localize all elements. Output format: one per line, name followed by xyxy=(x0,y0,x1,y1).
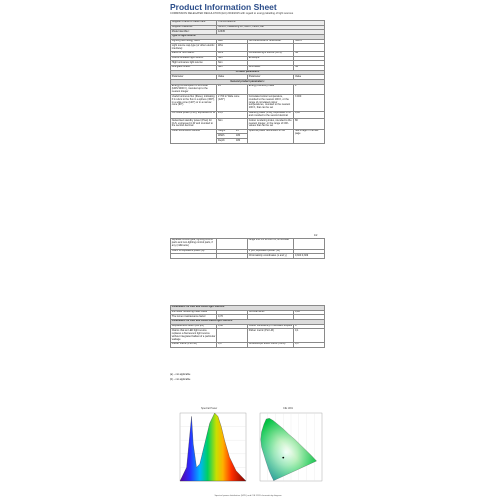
sheet-title: Product Information Sheet xyxy=(170,2,277,12)
product-information-sheet xyxy=(168,0,330,500)
spd-chart xyxy=(172,411,250,491)
continued-row xyxy=(171,239,325,250)
led-section-header: Parameters for LED and OLED light sources: xyxy=(171,306,325,311)
continued-row xyxy=(171,254,325,259)
info-row-value: TOPRO Electric xyxy=(217,21,325,26)
general-section-header: General product parameters: xyxy=(171,80,325,85)
param-row-label: Networked standby power (Pnet) for CLS, expressed in W and rounded to the second decimal xyxy=(171,119,217,130)
mains-row-label: Claims that an LED light source replaces a fluorescent light source without integrated ballast of a particular wattage xyxy=(171,328,216,341)
continued-row-label: Claim of equivalent power (a) xyxy=(171,249,217,254)
continued-row-label xyxy=(171,254,217,259)
mains-row-value: 0,90 xyxy=(217,324,248,329)
product-section-header: Product parameters xyxy=(171,70,325,75)
mains-row-label: Stroboscopic effect metric (SVM) xyxy=(247,342,293,347)
type-row-value: No xyxy=(294,66,325,71)
param-row-label: Energy consumption in on-mode (kWh/1000 h), rounded up to the nearest integer xyxy=(171,84,217,95)
type-row-value: Non xyxy=(217,61,248,66)
param-header: Parameter xyxy=(171,75,217,80)
mains-section-header: Parameters for LED and OLED mains light sources: xyxy=(171,320,325,325)
page-number: 1/2 xyxy=(314,234,318,237)
main-table xyxy=(170,20,325,144)
dim-value: 25 xyxy=(235,129,239,133)
led-row-label: R9 colour rendering index value xyxy=(171,310,217,315)
mains-row-value: 0,1 xyxy=(294,329,325,342)
continued-row-label: separate control gear, lighting control parts and non-lighting control parts, if any (millimetre) xyxy=(171,239,217,250)
mains-row-value: 6 xyxy=(294,324,325,329)
cie-chart-title: CIE 1931 xyxy=(283,407,293,410)
continued-row-value xyxy=(217,254,248,259)
param-row xyxy=(171,84,325,95)
continued-table xyxy=(170,238,325,259)
param-row-label: Correlated colour temperature, rounded to the nearest 100 K, or the range of correlated colour temperatures, rounded to the nearest 100 K, that can be set xyxy=(247,95,293,111)
param-row xyxy=(171,111,325,119)
dim-value: 180 xyxy=(235,134,241,137)
param-row-value: 24 xyxy=(217,84,248,95)
type-row-label: Mains or non-mains: xyxy=(171,52,217,57)
dim-label: Height xyxy=(217,129,226,133)
mains-row-label: Displacement factor (cos φ1) xyxy=(171,324,217,329)
param-row-value: 3 000 xyxy=(294,95,325,111)
type-row xyxy=(171,44,325,52)
param-row-value: F xyxy=(294,84,325,95)
mains-row-label: Flicker metric (Pst LM) xyxy=(247,329,293,342)
type-row-label: Lighting technology used: xyxy=(171,39,217,44)
info-row-label: Supplier's address: xyxy=(171,25,217,30)
param-row-value: 2 700 in Wide cone (120°) xyxy=(217,95,248,111)
led-table xyxy=(170,305,325,348)
mains-row-value: 0,5 xyxy=(294,342,325,347)
led-row-label: The lumen maintenance factor xyxy=(171,315,217,320)
type-row-value: Non xyxy=(217,66,248,71)
info-row-value: TecPro, Hastelburg 12, 39107, Lehre, DE xyxy=(217,25,325,30)
continued-row-label: range 250 nm to 800 nm, at full-load xyxy=(247,239,293,250)
mains-row-value xyxy=(217,329,248,342)
continued-row-value xyxy=(294,239,325,250)
continued-row-label: If yes, equivalent power (W) xyxy=(247,249,293,254)
spd-label: Spectral power distribution in the xyxy=(247,129,293,143)
param-row-value: 80 xyxy=(294,119,325,130)
param-row-label: Energy efficiency class xyxy=(247,84,293,95)
cie-chart xyxy=(254,411,326,491)
continued-row-label: Chromaticity coordinates (x and y) xyxy=(247,254,293,259)
info-row-value: 12345 xyxy=(217,30,325,35)
mains-row-label: Colour consistency in McAdam ellipses xyxy=(248,324,293,328)
param-row-label: Colour rendering index, rounded to the nearest integer, or the range of CRI-values that can be set xyxy=(247,119,293,130)
type-row-label xyxy=(247,44,293,52)
type-row-value: No xyxy=(294,52,325,57)
param-row-value: 24,0 xyxy=(217,111,248,119)
continued-row-value: 0,300 0,309 xyxy=(294,254,325,259)
param-row xyxy=(171,119,325,130)
cie-chromaticity-point xyxy=(282,457,284,459)
led-row-value: 0,90 xyxy=(294,310,325,315)
type-row-label: Anti-glare shield: xyxy=(171,66,217,71)
spd-value: See image in the last page xyxy=(294,129,325,143)
type-row-label: Connected light source (CLS): xyxy=(247,52,293,57)
param-row xyxy=(171,95,325,111)
footnote: (b) – not applicable xyxy=(170,378,191,381)
footnote: (a) – not applicable xyxy=(170,373,191,376)
mains-row-value: 0,9 xyxy=(217,342,248,347)
type-row-label: Non-directional or directional: xyxy=(247,39,293,44)
dim-label: Depth xyxy=(217,139,225,142)
info-row-label: Model identifier: xyxy=(171,30,217,35)
dim-label: Width xyxy=(217,134,225,137)
param-row-label: On-mode power (Pon), expressed in W xyxy=(171,111,217,119)
type-row-value: Non xyxy=(217,56,248,61)
spd-chart-title: Spectral Power xyxy=(201,407,218,410)
type-row-label: High luminance light source: xyxy=(171,61,217,66)
type-row-value: LED xyxy=(217,39,248,44)
continued-row-value xyxy=(217,239,248,250)
info-row-label: Supplier's name or trade mark: xyxy=(171,21,217,26)
sheet-subtitle: COMMISSION DELEGATED REGULATION (EU) 2019/2015 with regard to energy labelling of light sources xyxy=(170,12,294,15)
type-row-label: Envelope: xyxy=(247,56,293,61)
type-row-value: Wrw xyxy=(217,44,248,52)
mains-row xyxy=(171,329,325,342)
param-header: Parameter xyxy=(247,75,293,80)
type-section-header: Type of light source: xyxy=(171,35,325,40)
mains-row-label: Flicker metric (Pst LM) xyxy=(171,342,217,347)
charts-area xyxy=(168,405,330,500)
param-row-label: Useful luminous flux (Φuse), indicating if it refers to the flux in a sphere (360°), in a wide cone (120°) or in a narrow cone (90°) xyxy=(171,95,217,111)
param-row-value: 0,00 xyxy=(294,111,325,119)
dim-value: 180 xyxy=(235,139,241,142)
type-row-label: Light source cap-type (or other electric interface): xyxy=(171,44,217,52)
type-row-value xyxy=(294,44,325,52)
type-row-value: NDLS xyxy=(294,39,325,44)
param-header: Value xyxy=(217,75,248,80)
type-row-label: Dimmable: xyxy=(247,66,293,71)
outer-dims-label: Outer dimensions without xyxy=(171,129,217,143)
led-row-value: 0,70 xyxy=(217,315,248,320)
chart-caption: Spectral power distribution (SPD) and CIE 1931 chromaticity diagram xyxy=(214,495,282,497)
mains-row xyxy=(171,342,325,347)
param-header: Value xyxy=(294,75,325,80)
param-row-label: Standby power (Psb), expressed in W and rounded to the second decimal xyxy=(247,111,293,119)
led-row-label: Survival factor xyxy=(247,310,293,315)
type-row-label: Colour-tuneable light source: xyxy=(171,56,217,61)
param-row-value: Non xyxy=(217,119,248,130)
type-row-value: MLS xyxy=(217,52,248,57)
